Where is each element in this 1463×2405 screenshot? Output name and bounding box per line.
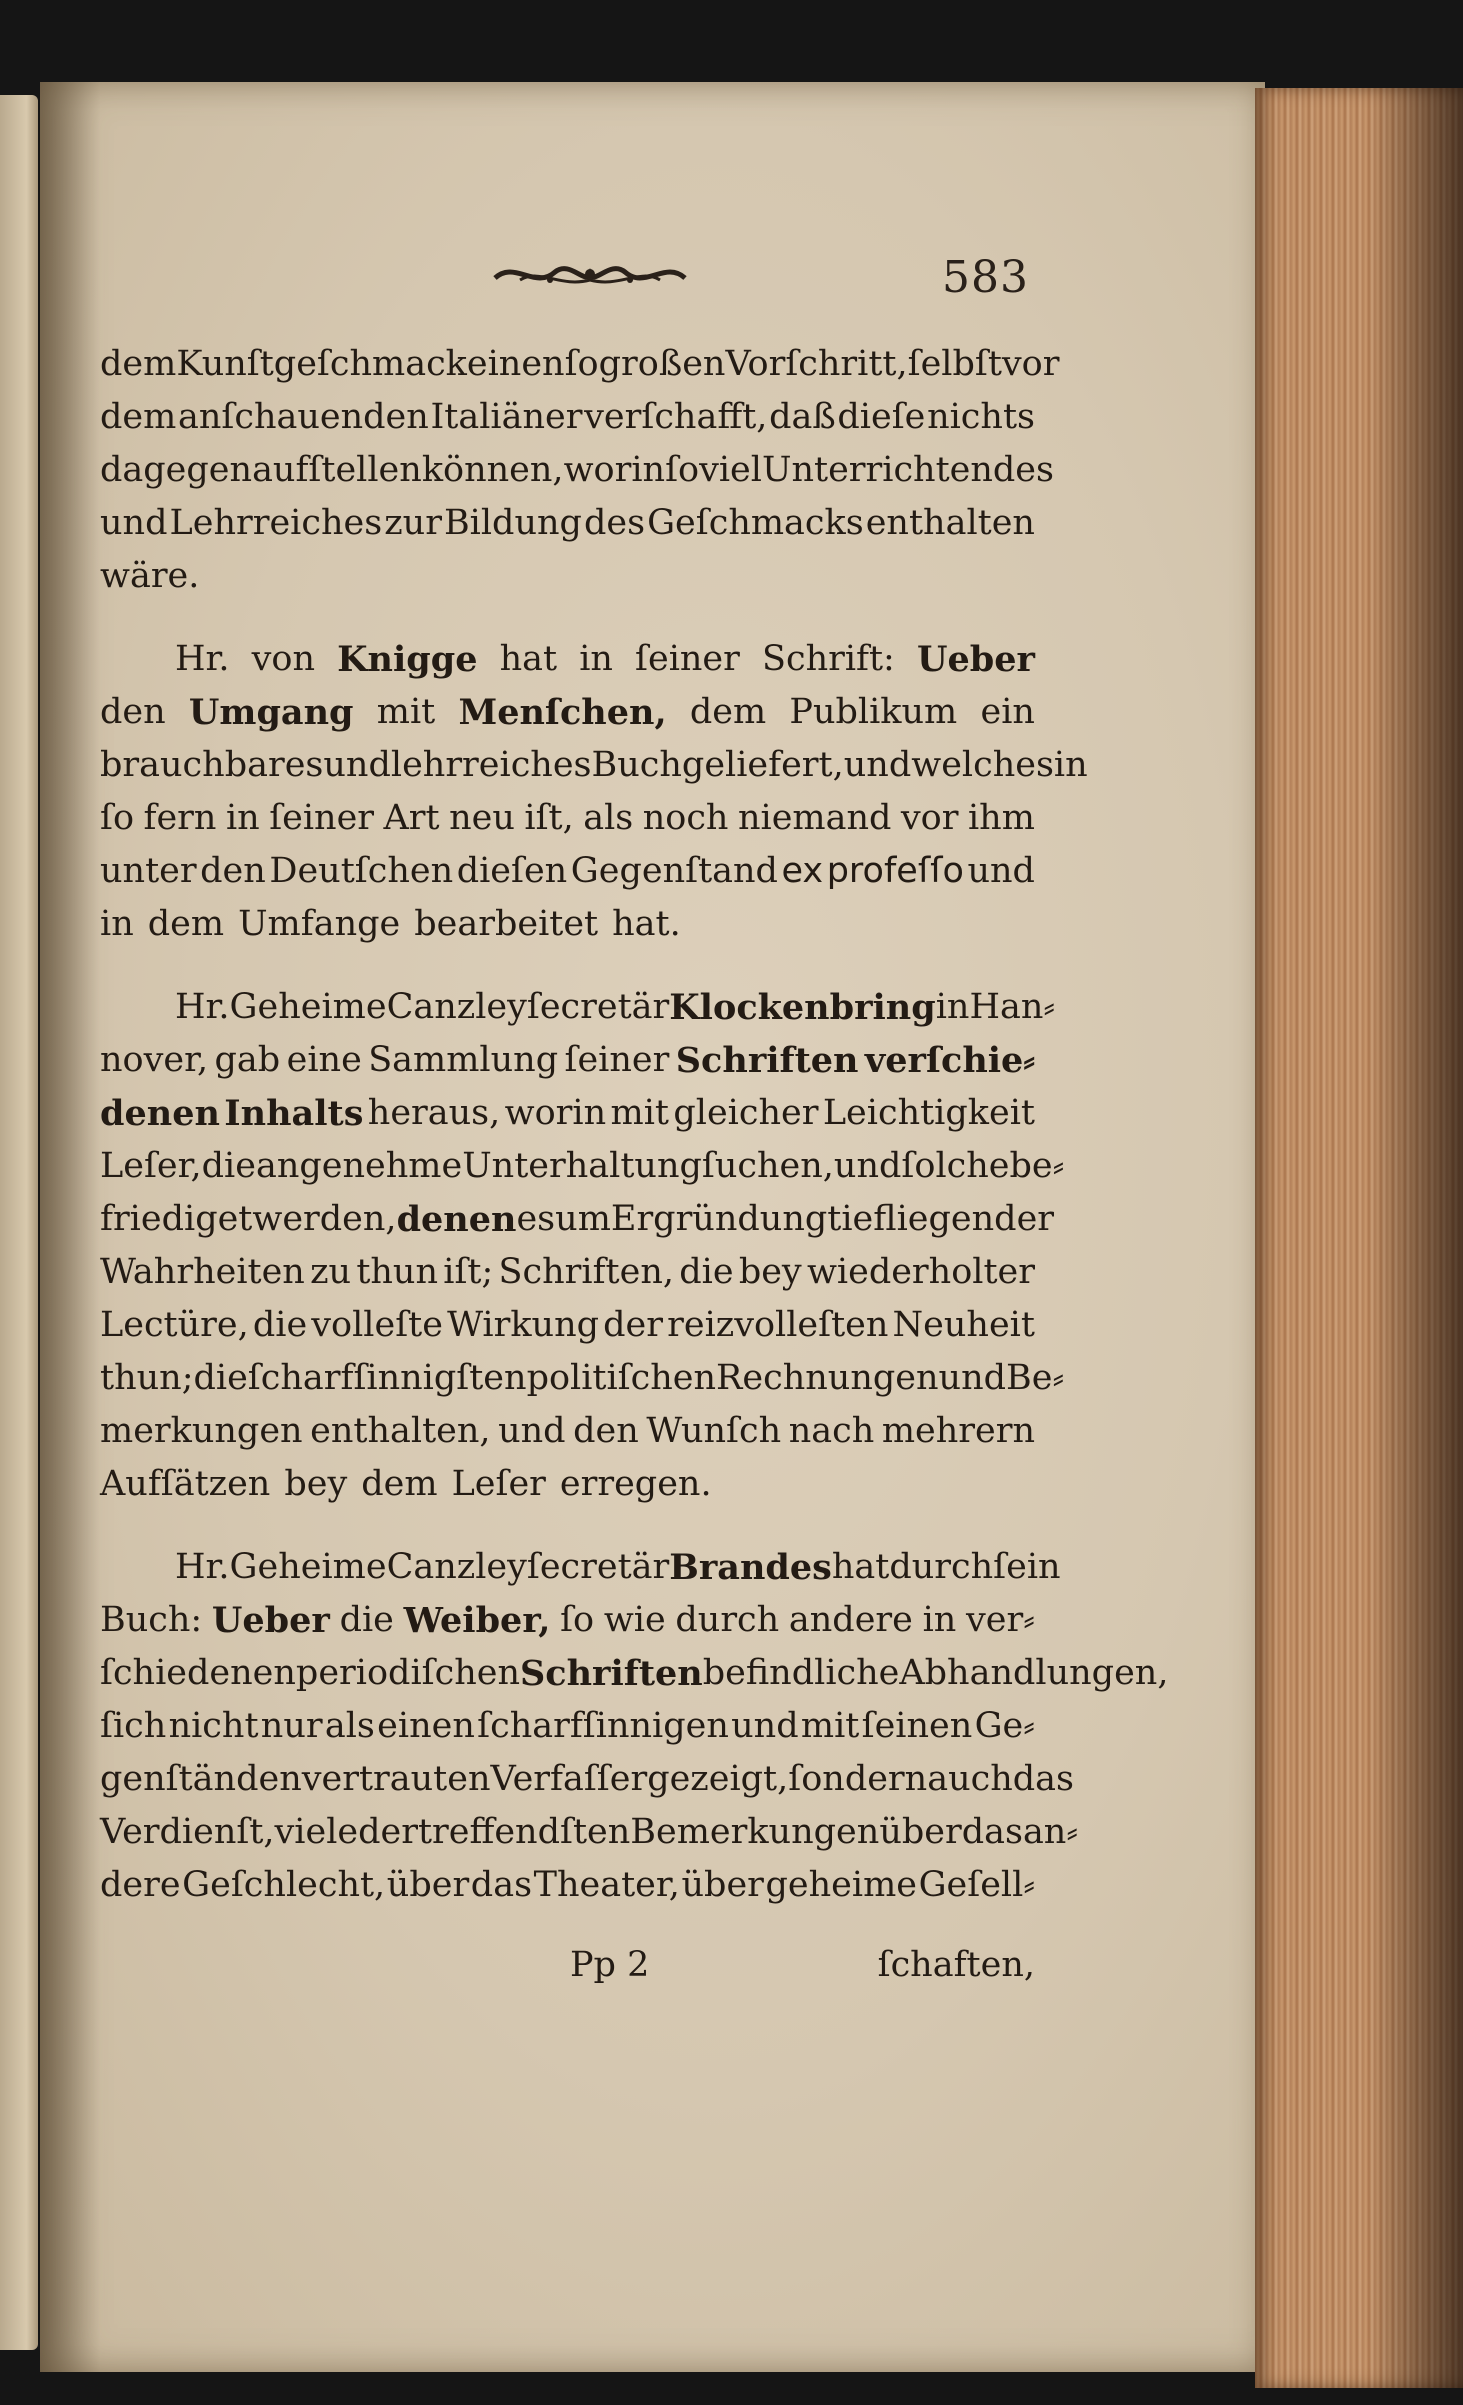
word: profeſſo (826, 851, 964, 891)
word: Wunſch (646, 1411, 782, 1451)
word: Geſchlecht, (182, 1865, 386, 1905)
text-line (100, 1541, 1061, 1594)
word: dem (100, 344, 177, 384)
word: Inhalts (224, 1093, 364, 1134)
word: Ge⸗ (974, 1706, 1035, 1746)
word: als (324, 1706, 375, 1746)
word: ſein (993, 1547, 1061, 1587)
word: Han⸗ (969, 987, 1056, 1027)
word: dieſen (456, 851, 568, 891)
word: das (470, 1865, 533, 1905)
paragraph (100, 633, 1088, 951)
page-footer (100, 1945, 1035, 1995)
word: bey (284, 1464, 348, 1504)
word: in (1053, 745, 1088, 785)
word: Bemerkungen (630, 1812, 880, 1852)
word: niemand (737, 798, 892, 838)
word: worin (563, 450, 666, 490)
word: viel (699, 450, 762, 490)
word: neu (449, 798, 515, 838)
word: bey (738, 1252, 802, 1292)
word: werden, (252, 1199, 397, 1239)
word: Unterhaltung (462, 1146, 702, 1186)
word: des (583, 503, 646, 543)
paragraph (100, 1541, 1169, 1912)
word: Menſchen, (458, 692, 667, 733)
word: Ueber (916, 639, 1035, 680)
word: ſcharfſinnigen (477, 1706, 729, 1746)
word: Schriften (520, 1653, 703, 1694)
text-line (100, 550, 1035, 603)
text-line (100, 1299, 1035, 1352)
page-header (490, 250, 1030, 310)
word: iſt, (524, 798, 574, 838)
word: Wahrheiten (100, 1252, 305, 1292)
word: können, (421, 450, 564, 490)
word: von (251, 639, 316, 679)
word: eine (286, 1040, 362, 1080)
word: volleſte (311, 1305, 443, 1345)
word: Schriften, (498, 1252, 674, 1292)
word: über (386, 1865, 470, 1905)
word: das (961, 1812, 1023, 1852)
word: ſeinen (861, 1706, 973, 1746)
text-line (100, 1700, 1035, 1753)
word: Sammlung (368, 1040, 559, 1080)
word: Knigge (337, 639, 478, 680)
word: Publikum (789, 692, 958, 732)
text-line (100, 1806, 1079, 1859)
word: wie (603, 1600, 666, 1640)
word: über (681, 1865, 764, 1905)
word: großen (598, 344, 726, 384)
word: politiſchen (526, 1358, 717, 1398)
word: Aufſätzen (100, 1464, 271, 1504)
word: Verdienſt, (100, 1812, 275, 1852)
word: Geſell⸗ (918, 1865, 1035, 1905)
word: das (1012, 1759, 1075, 1799)
text-line (100, 1405, 1035, 1458)
text-line (100, 1647, 1169, 1700)
word: Ueber (211, 1600, 330, 1641)
word: Schriften (675, 1040, 859, 1081)
word: Vorſchritt, (725, 344, 908, 384)
word: vertrauten (301, 1759, 491, 1799)
text-line (100, 391, 1035, 444)
word: zur (384, 503, 442, 543)
word: ſelbſt (907, 344, 1002, 384)
word: ſo (560, 1600, 595, 1640)
word: ſcharfſinnigſten (247, 1358, 527, 1398)
text-line (100, 1859, 1035, 1912)
word: ſeiner (269, 798, 375, 838)
word: Hr. (175, 987, 230, 1027)
word: anſchauenden (177, 397, 429, 437)
word: Canzleyſecretär (386, 1547, 670, 1587)
word: die (339, 1600, 394, 1640)
text-line (100, 497, 1035, 550)
text-line (100, 1193, 1055, 1246)
word: Lectüre, (100, 1305, 249, 1345)
text-line (100, 686, 1035, 739)
word: Gegenſtand (570, 851, 778, 891)
word: lehrreiches (390, 745, 592, 785)
word: angenehme (255, 1146, 463, 1186)
word: geliefert, (681, 745, 844, 785)
word: Klockenbring (669, 987, 936, 1028)
word: Be⸗ (1006, 1358, 1065, 1398)
word: durch (675, 1600, 780, 1640)
word: Geheime (229, 987, 387, 1027)
word: dagegen (100, 450, 253, 490)
word: mit (800, 1706, 860, 1746)
word: viele (274, 1812, 359, 1852)
word: brauchbares (100, 745, 324, 785)
word: und (833, 1146, 902, 1186)
text-line (100, 1087, 1035, 1140)
word: erregen. (559, 1464, 712, 1504)
word: ver⸗ (966, 1600, 1035, 1640)
word: dere (100, 1865, 181, 1905)
word: vor (900, 798, 959, 838)
word: enthalten (865, 503, 1035, 543)
word: dem (689, 692, 767, 732)
catchword: ſchaften, (877, 1945, 1035, 1985)
text-line (100, 1753, 1075, 1806)
word: Theater, (533, 1865, 680, 1905)
word: noch (642, 798, 729, 838)
text-line (100, 444, 1054, 497)
word: denen (396, 1199, 517, 1240)
word: fern (143, 798, 217, 838)
word: nicht (168, 1706, 259, 1746)
word: ein (980, 692, 1035, 732)
word: ſolche (901, 1146, 1010, 1186)
word: heraus, (367, 1093, 501, 1133)
text-line (100, 1594, 1035, 1647)
word: denen (100, 1093, 220, 1134)
word: an⸗ (1022, 1812, 1079, 1852)
text-line (100, 845, 1035, 898)
word: periodiſchen (295, 1653, 520, 1693)
word: und (498, 1411, 566, 1451)
word: und (731, 1706, 799, 1746)
page-fore-edge (1255, 88, 1463, 2388)
text-line (100, 338, 1060, 391)
word: und (938, 1358, 1007, 1398)
word: Italiäner (430, 397, 583, 437)
word: ſo (665, 450, 700, 490)
word: einen (466, 344, 565, 384)
paragraph (100, 981, 1065, 1511)
word: wäre. (100, 556, 200, 596)
word: befindliche (702, 1653, 900, 1693)
word: ſo (100, 798, 135, 838)
word: ihm (967, 798, 1035, 838)
word: reizvolleſten (667, 1305, 889, 1345)
word: ſuchen, (701, 1146, 834, 1186)
word: Geheime (229, 1547, 387, 1587)
word: Leſer, (100, 1146, 202, 1186)
word: Neuheit (892, 1305, 1035, 1345)
word: Verfaſſer (490, 1759, 648, 1799)
word: nur (260, 1706, 323, 1746)
text-line (100, 1352, 1065, 1405)
word: be⸗ (1009, 1146, 1065, 1186)
word: Buch (591, 745, 682, 785)
text-line (100, 739, 1088, 792)
word: treffendſten (417, 1812, 631, 1852)
word: ſo (564, 344, 599, 384)
word: durch (889, 1547, 994, 1587)
word: zu (310, 1252, 352, 1292)
word: Hr. (175, 639, 230, 679)
word: ex (781, 851, 824, 891)
text-line (100, 1246, 1035, 1299)
word: thun (356, 1252, 439, 1292)
word: den (100, 692, 166, 732)
word: welches (911, 745, 1054, 785)
word: einen (377, 1706, 475, 1746)
text-line (100, 981, 1056, 1034)
word: mit (610, 1093, 669, 1133)
word: die (201, 1146, 256, 1186)
word: ſeiner (635, 639, 740, 679)
word: und (100, 503, 168, 543)
word: hat (831, 1547, 890, 1587)
word: iſt; (443, 1252, 494, 1292)
text-line (100, 1034, 1035, 1087)
text-line (100, 898, 1035, 951)
word: enthalten, (310, 1411, 491, 1451)
word: Kunſtgeſchmack (176, 344, 467, 384)
body-text (100, 338, 1169, 1912)
word: gezeigt, (647, 1759, 789, 1799)
word: der (358, 1812, 418, 1852)
word: Unterrichtendes (761, 450, 1054, 490)
word: in (935, 987, 970, 1027)
word: genſtänden (100, 1759, 302, 1799)
word: mehrern (881, 1411, 1035, 1451)
text-line (100, 792, 1035, 845)
word: Leichtigkeit (822, 1093, 1035, 1133)
word: die (679, 1252, 734, 1292)
word: wiederholter (806, 1252, 1035, 1292)
word: hat. (612, 904, 681, 944)
word: Schrift: (761, 639, 895, 679)
word: tiefliegender (827, 1199, 1055, 1239)
word: verſchie⸗ (864, 1040, 1035, 1081)
word: den (573, 1411, 639, 1451)
text-line (100, 633, 1035, 686)
word: und (843, 745, 912, 785)
word: Buch: (100, 1600, 203, 1640)
word: merkungen (100, 1411, 303, 1451)
word: Geſchmacks (647, 503, 864, 543)
word: thun; (100, 1358, 194, 1398)
word: andere (788, 1600, 913, 1640)
word: vor (1001, 344, 1060, 384)
word: nach (788, 1411, 875, 1451)
word: nover, (100, 1040, 209, 1080)
word: in (100, 904, 134, 944)
word: ſeiner (564, 1040, 670, 1080)
word: hat (499, 639, 558, 679)
paragraph (100, 338, 1060, 603)
word: Umfange (238, 904, 401, 944)
word: worin (504, 1093, 607, 1133)
word: in (579, 639, 613, 679)
word: Leſer (451, 1464, 546, 1504)
word: Hr. (175, 1547, 230, 1587)
word: in (225, 798, 260, 838)
word: Deutſchen (269, 851, 454, 891)
word: dem (147, 904, 225, 944)
word: als (583, 798, 634, 838)
word: über (879, 1812, 962, 1852)
word: Wirkung (447, 1305, 600, 1345)
word: Lehrreiches (169, 503, 383, 543)
word: daß (769, 397, 836, 437)
word: verſchafft, (584, 397, 768, 437)
word: Bildung (443, 503, 582, 543)
word: dem (100, 397, 177, 437)
word: geheime (765, 1865, 917, 1905)
word: es (516, 1199, 556, 1239)
word: der (603, 1305, 664, 1345)
text-line (100, 1140, 1065, 1193)
headpiece-ornament-icon (490, 250, 690, 300)
page-number: 583 (942, 252, 1029, 303)
word: mit (376, 692, 436, 732)
word: ſchiedenen (100, 1653, 296, 1693)
word: die (252, 1305, 308, 1345)
word: Weiber, (403, 1600, 551, 1641)
gutter-shadow (40, 82, 100, 2372)
word: den (200, 851, 266, 891)
word: gab (214, 1040, 281, 1080)
word: unter (100, 851, 197, 891)
word: dieſe (837, 397, 926, 437)
word: Brandes (669, 1547, 832, 1588)
text-line (100, 1458, 1035, 1511)
word: friediget (100, 1199, 253, 1239)
word: und (323, 745, 391, 785)
word: Abhandlungen, (899, 1653, 1169, 1693)
word: Art (383, 798, 440, 838)
word: auch (927, 1759, 1013, 1799)
word: Canzleyſecretär (386, 987, 670, 1027)
word: gleicher (673, 1093, 819, 1133)
word: um (555, 1199, 611, 1239)
word: die (193, 1358, 248, 1398)
word: ſondern (788, 1759, 928, 1799)
word: ſich (100, 1706, 167, 1746)
word: dem (361, 1464, 438, 1504)
word: Umgang (188, 692, 354, 733)
word: Rechnungen (716, 1358, 939, 1398)
word: Ergründung (610, 1199, 828, 1239)
word: nichts (927, 397, 1035, 437)
word: bearbeitet (414, 904, 599, 944)
left-page-edge (0, 95, 38, 2350)
word: und (967, 851, 1035, 891)
word: aufſtellen (252, 450, 422, 490)
word: in (922, 1600, 957, 1640)
signature-mark: Pp 2 (570, 1945, 650, 1985)
